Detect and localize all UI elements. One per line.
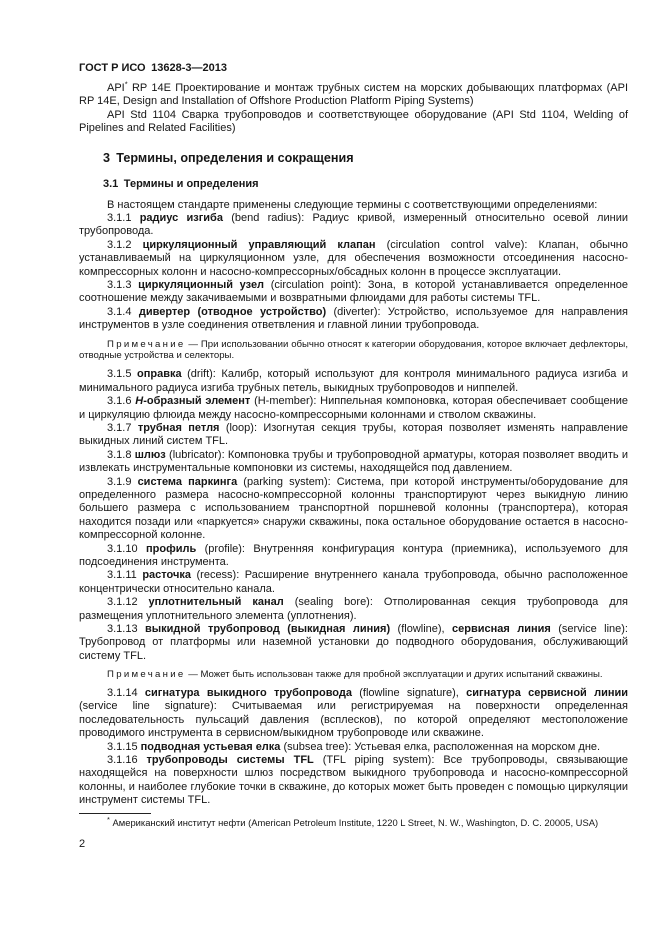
- term-label: сервисная линия: [452, 623, 551, 635]
- term-paragraph: [79, 395, 628, 422]
- text-run: (sealing bore): Отполированная секция трубопровода для размещения уплотнительного элемента (уплотнения).: [79, 596, 628, 622]
- term-label: шлюз: [134, 448, 166, 461]
- lead-paragraph: В настоящем стандарте применены следующие термины с соответствующими определениями:: [107, 198, 598, 211]
- text-run: (TFL piping system): Все трубопроводы, связывающие находящейся на поверхности шлюз посредством выкидного трубопровода и насосно-компрессорной колонны, и наиболее глубокие точки в скважине, до которых может быть проведен с помощью циркуляции инструмент системы TFL.: [79, 754, 628, 807]
- text-run: 3.1.7: [107, 421, 138, 434]
- term-label: сигнатура выкидного трубопровода: [144, 687, 352, 700]
- term-label: дивертер (отводное устройство): [138, 305, 327, 318]
- text-run: (loop): Изогнутая секция трубы, которая позволяет изменять направление выкидных линий систем TFL.: [79, 421, 628, 448]
- text-run: 3.1.2: [107, 238, 143, 251]
- term-paragraph: [79, 449, 628, 476]
- text-run: API Std 1104 Сварка трубопроводов и соответствующее оборудование (API Std 1104, Welding of Pipelines and Related Facilities): [79, 108, 628, 135]
- term-label: подводная устьевая елка: [140, 740, 281, 753]
- term-label: уплотнительный канал: [148, 596, 284, 609]
- term-paragraph: [79, 476, 628, 543]
- term-label: профиль: [146, 542, 197, 555]
- text-run: 3.1.6: [107, 395, 136, 408]
- text-run: 3.1.5: [107, 368, 138, 381]
- text-run: 3.1.11: [107, 569, 143, 582]
- text-run: (profile): Внутренняя конфигурация контура (приемника), используемого для подсоединения инструмента.: [79, 542, 629, 568]
- term-label: оправка: [137, 368, 182, 381]
- term-paragraph: [79, 569, 628, 596]
- term-label: система паркинга: [137, 475, 238, 488]
- term-label: циркуляционный узел: [138, 279, 265, 292]
- text-run: (flowline),: [390, 623, 453, 635]
- intro-paragraph: [79, 109, 628, 136]
- text-run: 3.1.3: [107, 279, 139, 292]
- page-content: [79, 62, 628, 808]
- text-run: 3.1.13: [107, 623, 145, 635]
- text-run: (flowline signature),: [351, 687, 467, 700]
- footnote-marker: *: [107, 814, 110, 824]
- text-run: 3.1.12: [107, 596, 149, 609]
- text-run: (diverter): Устройство, используемое для направления инструментов в узле соединения ответвления и главной линии трубопровода.: [79, 305, 628, 332]
- section-heading: 3 Термины, определения и сокращения: [103, 150, 354, 165]
- text-run: 3.1.8: [107, 448, 135, 461]
- term-label: циркуляционный управляющий клапан: [142, 238, 376, 251]
- footnote-text: [79, 814, 628, 829]
- text-run: (H-member): Ниппельная компоновка, которая обеспечивает сообщение и циркуляцию флюида между насосно-компрессорными колоннами и стволом скважины.: [79, 395, 628, 421]
- text-run: RP 14E Проектирование и монтаж трубных систем на морских добывающих платформах (API RP 14E, Design and Installation of Offshore Production Platform Piping Systems): [79, 82, 628, 108]
- text-run: 3.1.10: [107, 542, 146, 555]
- text-run: 3.1.15: [107, 740, 141, 753]
- text-run: *: [124, 79, 128, 89]
- note-label: Примечание: [107, 669, 186, 681]
- term-label: -образный элемент: [143, 395, 251, 408]
- text-run: API: [107, 82, 125, 94]
- term-label: сигнатура сервисной линии: [466, 687, 628, 700]
- running-header: ГОСТ Р ИСО 13628-3—2013: [79, 62, 227, 74]
- text-run: (circulation control valve): Клапан, обычно устанавливаемый на циркуляционном узле, для обеспечения возможности отсоединения насосно-компрессорных колонн и насосно-компрессорных/обсадных колонн в процессе эксплуатации.: [79, 238, 628, 278]
- term-label: радиус изгиба: [139, 212, 223, 225]
- term-label: трубопроводы системы TFL: [146, 754, 314, 767]
- subsection-heading: 3.1 Термины и определения: [103, 177, 259, 190]
- footnote-rule: [79, 813, 151, 814]
- text-run: (parking system): Система, при которой инструменты/оборудование для определенного размера насосно-компрессорной колонны транспортируют через выкидную линию большего размера с использованием транспортной поршневой колонны (транспортера), которая находится позади или «паркуется» снаружи скважины, пока остальное оборудование остается в насосно-компрессорной колонне.: [79, 475, 628, 542]
- term-label: Н: [135, 395, 144, 408]
- term-paragraph: [79, 596, 628, 623]
- footnote: [79, 813, 628, 829]
- text-run: (circulation point): Зона, в которой устанавливается определенное соотношение между закачиваемыми и возвратными флюидами для работы системы TFL.: [79, 279, 629, 305]
- text-run: 3.1.4: [107, 305, 139, 318]
- text-run: 3.1.9: [107, 475, 138, 488]
- intro-paragraph: [79, 79, 628, 109]
- footnote-body: Американский институт нефти (American Petroleum Institute, 1220 L Street, N. W., Washington, D. C. 20005, USA): [109, 817, 599, 828]
- text-run: (subsea tree): Устьевая елка, расположенная на морском дне.: [280, 740, 601, 753]
- text-run: (service line signature): Считываемая или регистрируемая на поверхности определенная последовательность пульсаций давления (всплесков), по которой определяют местоположение проводимого инструмента в сервисном/выкидном трубопроводе или скважине.: [79, 700, 628, 740]
- term-paragraph: [79, 279, 628, 306]
- text-run: (bend radius): Радиус кривой, измеренный относительно осевой линии трубопровода.: [79, 212, 628, 238]
- page-number: 2: [79, 838, 86, 850]
- text-run: 3.1.1: [107, 212, 140, 225]
- term-paragraph: [79, 687, 628, 741]
- text-run: (recess): Расширение внутреннего канала трубопровода, обычно расположенное концентрически относительно канала.: [79, 569, 629, 595]
- term-paragraph: [79, 623, 628, 663]
- text-run: (drift): Калибр, который используют для контроля минимального радиуса изгиба и минимального радиуса изгиба трубных петель, выкидных трубопроводов и ниппелей.: [79, 368, 628, 394]
- term-paragraph: [79, 306, 628, 333]
- term-paragraph: [79, 543, 628, 570]
- text-run: 3.1.14: [107, 687, 145, 700]
- intro-paragraphs: [79, 79, 628, 136]
- term-paragraph: [79, 368, 628, 395]
- term-paragraph: [79, 741, 628, 754]
- term-paragraph: [79, 422, 628, 449]
- text-run: (lubricator): Компоновка трубы и трубопроводной арматуры, которая позволяет вводить и извлекать инструментальные компоновки из системы, находящейся под давлением.: [79, 448, 628, 475]
- terms-list: [79, 212, 628, 808]
- term-paragraph: [79, 239, 628, 279]
- text-run: (service line): Трубопровод от платформы или наземной установки до подводного оборудования, обслуживающий систему TFL.: [79, 623, 628, 662]
- note-paragraph: Примечание — Может быть использован также для пробной эксплуатации и других испытаний скважины.: [107, 669, 603, 681]
- term-label: расточка: [142, 569, 191, 582]
- term-paragraph: [79, 754, 628, 808]
- term-paragraph: [79, 212, 628, 239]
- term-label: выкидной трубопровод (выкидная линия): [145, 623, 391, 635]
- note-label: Примечание: [107, 338, 186, 350]
- text-run: 3.1.16: [107, 754, 147, 767]
- note-paragraph: Примечание — При использовании обычно относят к категории оборудования, которое включает дефлекторы, отводные устройства и селекторы.: [79, 338, 628, 362]
- term-label: трубная петля: [137, 421, 220, 434]
